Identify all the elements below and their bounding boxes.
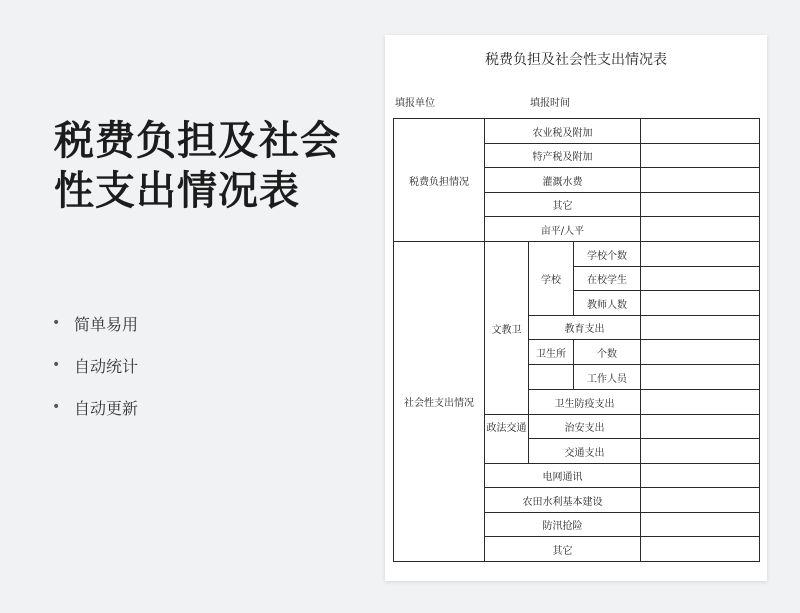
table-border [393,561,760,562]
feature-label: 简单易用 [74,314,139,334]
table-cell: 文教卫 [491,324,522,336]
table-cell: 个数 [597,348,617,360]
bullet-icon: • [52,357,61,373]
bullet-icon: • [52,315,61,331]
table-cell: 防汛抢险 [542,521,583,532]
table-cell: 社会性支出情况 [404,398,474,409]
document-preview [385,35,767,581]
table-cell: 特产税及附加 [532,152,593,163]
table-cell: 其它 [552,201,573,212]
feature-label: 自动统计 [74,356,139,376]
feature-item [52,354,138,376]
table-divider [640,118,641,562]
document-title: 税费负担及社会性支出情况表 [485,52,667,68]
table-cell: 税费负担情况 [409,176,469,188]
table-cell: 教师人数 [587,299,627,311]
table-cell: 亩平/人平 [540,225,585,237]
table-cell: 灌溉水费 [542,176,583,188]
fill-unit-label: 填报单位 [395,98,435,109]
table-border [759,118,760,562]
table-cell: 在校学生 [587,275,627,286]
table-cell: 治安支出 [564,423,605,434]
feature-item [52,312,138,334]
page-title: 税费负担及社会性支出情况表 [54,118,341,214]
expense-table [385,35,767,581]
table-cell: 学校 [541,275,561,286]
table-cell: 农田水利基本建设 [522,496,603,508]
table-divider [528,364,760,365]
feature-item [52,396,138,418]
table-cell: 电网通讯 [542,472,583,483]
table-cell: 其它 [552,545,573,557]
table-cell: 卫生防疫支出 [554,398,615,410]
feature-list [52,312,138,438]
table-cell: 农业税及附加 [532,127,593,139]
feature-label: 自动更新 [74,398,139,418]
table-cell: 教育支出 [564,324,605,335]
bullet-icon: • [52,399,61,415]
fill-time-label: 填报时间 [530,98,570,109]
table-cell: 学校个数 [587,250,627,262]
table-cell: 交通支出 [564,447,605,459]
table-cell: 工作人员 [587,373,627,385]
table-cell: 政法交通 [486,423,527,434]
table-cell: 卫生所 [536,348,566,360]
